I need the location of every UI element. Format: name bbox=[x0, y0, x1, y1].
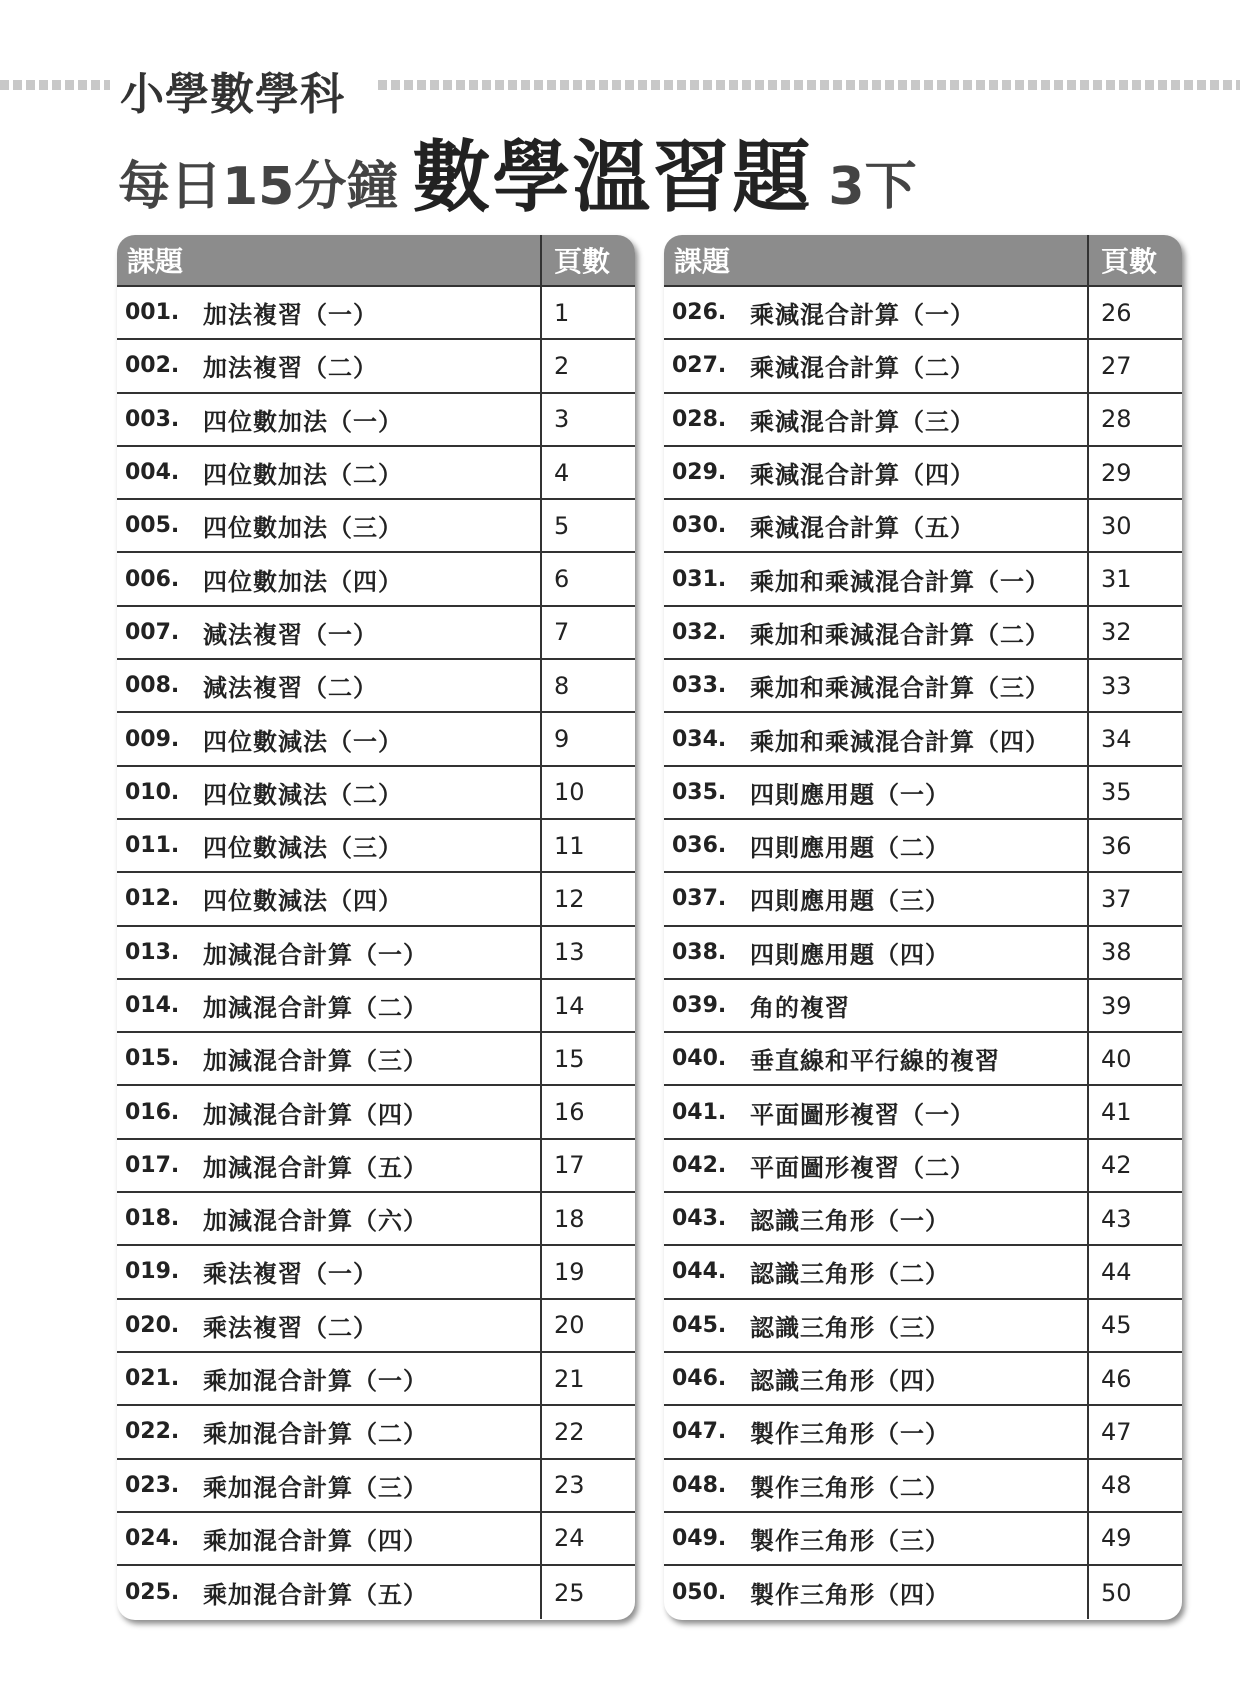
page-number: 14 bbox=[554, 991, 585, 1020]
lesson-number: 049. bbox=[672, 1525, 727, 1551]
lesson-topic: 乘加和乘減混合計算（一） bbox=[750, 567, 1050, 596]
lesson-topic: 乘加混合計算（三） bbox=[203, 1473, 428, 1502]
page-number: 7 bbox=[554, 618, 570, 647]
topic-cell bbox=[117, 607, 542, 658]
lesson-topic: 角的複習 bbox=[750, 994, 850, 1022]
table-header bbox=[664, 235, 1182, 287]
topic-cell bbox=[664, 340, 1089, 391]
page-number: 2 bbox=[554, 351, 570, 380]
lesson-number: 015. bbox=[125, 1046, 180, 1072]
page-number: 42 bbox=[1101, 1151, 1132, 1180]
page-number: 31 bbox=[1101, 565, 1132, 594]
title-prefix: 每日15分鐘 bbox=[118, 157, 399, 217]
table-row bbox=[664, 927, 1182, 980]
page-number: 50 bbox=[1101, 1578, 1132, 1607]
table-row bbox=[664, 713, 1182, 766]
lesson-number: 031. bbox=[672, 566, 727, 592]
page-number: 48 bbox=[1101, 1471, 1132, 1500]
contents-table-right bbox=[664, 235, 1182, 1620]
lesson-number: 007. bbox=[125, 619, 180, 645]
lesson-topic: 乘加混合計算（一） bbox=[203, 1367, 428, 1396]
lesson-topic: 乘加混合計算（四） bbox=[203, 1526, 428, 1555]
series-subtitle: 小學數學科 bbox=[120, 69, 345, 120]
table-row bbox=[117, 607, 635, 660]
lesson-number: 025. bbox=[125, 1580, 180, 1606]
header-page: 頁數 bbox=[554, 245, 611, 278]
lesson-number: 041. bbox=[672, 1099, 727, 1125]
lesson-topic: 四位數加法（二） bbox=[203, 461, 403, 490]
table-row bbox=[664, 1566, 1182, 1619]
table-row bbox=[117, 287, 635, 340]
page-number: 1 bbox=[554, 298, 570, 327]
lesson-number: 035. bbox=[672, 779, 727, 805]
table-row bbox=[664, 980, 1182, 1033]
lesson-topic: 加減混合計算（二） bbox=[203, 994, 428, 1022]
page-number: 10 bbox=[554, 778, 585, 807]
page-number: 36 bbox=[1101, 831, 1132, 860]
table-row bbox=[117, 1406, 635, 1459]
lesson-topic: 四位數減法（一） bbox=[203, 727, 403, 756]
lesson-topic: 四則應用題（一） bbox=[750, 780, 950, 809]
table-row bbox=[664, 394, 1182, 447]
table-row bbox=[117, 1353, 635, 1406]
header-page: 頁數 bbox=[1101, 245, 1158, 278]
page-number: 8 bbox=[554, 671, 570, 700]
topic-cell bbox=[117, 767, 542, 818]
lesson-topic: 乘加混合計算（二） bbox=[203, 1420, 428, 1449]
lesson-number: 023. bbox=[125, 1472, 180, 1498]
table-row bbox=[664, 553, 1182, 606]
topic-cell bbox=[117, 1193, 542, 1244]
lesson-number: 002. bbox=[125, 353, 180, 379]
table-row bbox=[664, 660, 1182, 713]
lesson-number: 022. bbox=[125, 1419, 180, 1445]
lesson-topic: 乘加和乘減混合計算（四） bbox=[750, 727, 1050, 756]
topic-cell bbox=[117, 927, 542, 978]
page-number: 15 bbox=[554, 1044, 585, 1073]
topic-cell bbox=[117, 1353, 542, 1404]
topic-cell bbox=[117, 1300, 542, 1351]
page-number: 32 bbox=[1101, 618, 1132, 647]
header-topic: 課題 bbox=[664, 235, 1089, 285]
lesson-topic: 平面圖形複習（一） bbox=[750, 1100, 975, 1129]
lesson-number: 005. bbox=[125, 513, 180, 539]
lesson-number: 008. bbox=[125, 673, 180, 699]
lesson-number: 043. bbox=[672, 1206, 727, 1232]
topic-cell bbox=[664, 500, 1089, 551]
topic-cell bbox=[117, 873, 542, 924]
table-row bbox=[117, 1193, 635, 1246]
table-row bbox=[664, 447, 1182, 500]
topic-cell bbox=[117, 553, 542, 604]
topic-cell bbox=[664, 1246, 1089, 1297]
lesson-number: 003. bbox=[125, 406, 180, 432]
topic-cell bbox=[117, 394, 542, 445]
lesson-number: 016. bbox=[125, 1099, 180, 1125]
table-row bbox=[117, 553, 635, 606]
page-number: 18 bbox=[554, 1204, 585, 1233]
lesson-number: 042. bbox=[672, 1152, 727, 1178]
lesson-number: 030. bbox=[672, 513, 727, 539]
table-row bbox=[117, 1300, 635, 1353]
topic-cell bbox=[117, 1406, 542, 1457]
page-number: 35 bbox=[1101, 778, 1132, 807]
lesson-number: 024. bbox=[125, 1525, 180, 1551]
lesson-number: 020. bbox=[125, 1312, 180, 1338]
table-row bbox=[117, 660, 635, 713]
topic-cell bbox=[664, 447, 1089, 498]
lesson-number: 028. bbox=[672, 406, 727, 432]
lesson-number: 044. bbox=[672, 1259, 727, 1285]
table-row bbox=[664, 287, 1182, 340]
lesson-topic: 乘減混合計算（二） bbox=[750, 354, 975, 383]
lesson-number: 018. bbox=[125, 1206, 180, 1232]
topic-cell bbox=[117, 1460, 542, 1511]
lesson-topic: 平面圖形複習（二） bbox=[750, 1153, 975, 1182]
page-number: 19 bbox=[554, 1257, 585, 1286]
table-row bbox=[664, 500, 1182, 553]
table-row bbox=[117, 927, 635, 980]
lesson-number: 050. bbox=[672, 1580, 727, 1606]
lesson-number: 036. bbox=[672, 833, 727, 859]
topic-cell bbox=[117, 820, 542, 871]
lesson-number: 004. bbox=[125, 460, 180, 486]
page-number: 27 bbox=[1101, 351, 1132, 380]
page-number: 20 bbox=[554, 1311, 585, 1340]
table-row bbox=[117, 1513, 635, 1566]
topic-cell bbox=[117, 1033, 542, 1084]
lesson-topic: 認識三角形（一） bbox=[750, 1207, 950, 1236]
topic-cell bbox=[117, 713, 542, 764]
lesson-topic: 乘減混合計算（三） bbox=[750, 407, 975, 436]
page-number: 3 bbox=[554, 405, 570, 434]
table-row bbox=[117, 1566, 635, 1619]
decorative-dotted-line-left bbox=[0, 80, 110, 90]
table-row bbox=[117, 500, 635, 553]
page-number: 46 bbox=[1101, 1364, 1132, 1393]
header-topic: 課題 bbox=[117, 235, 542, 285]
page-number: 47 bbox=[1101, 1417, 1132, 1446]
topic-cell bbox=[664, 873, 1089, 924]
page-number: 6 bbox=[554, 565, 570, 594]
lesson-number: 017. bbox=[125, 1152, 180, 1178]
lesson-number: 013. bbox=[125, 939, 180, 965]
table-row bbox=[664, 767, 1182, 820]
page-number: 45 bbox=[1101, 1311, 1132, 1340]
page-number: 43 bbox=[1101, 1204, 1132, 1233]
topic-cell bbox=[664, 1513, 1089, 1564]
topic-cell bbox=[664, 394, 1089, 445]
page-number: 11 bbox=[554, 831, 585, 860]
lesson-number: 033. bbox=[672, 673, 727, 699]
page-number: 28 bbox=[1101, 405, 1132, 434]
page-number: 34 bbox=[1101, 725, 1132, 754]
lesson-topic: 製作三角形（四） bbox=[750, 1581, 950, 1610]
lesson-topic: 四則應用題（三） bbox=[750, 887, 950, 916]
table-row bbox=[664, 873, 1182, 926]
topic-cell bbox=[664, 1086, 1089, 1137]
topic-cell bbox=[664, 1033, 1089, 1084]
table-row bbox=[117, 873, 635, 926]
lesson-number: 001. bbox=[125, 300, 180, 326]
table-row bbox=[117, 394, 635, 447]
lesson-topic: 加法複習（一） bbox=[203, 301, 378, 330]
page-number: 38 bbox=[1101, 938, 1132, 967]
decorative-dotted-line-right bbox=[378, 80, 1240, 90]
page-number: 26 bbox=[1101, 298, 1132, 327]
topic-cell bbox=[117, 1086, 542, 1137]
lesson-topic: 減法複習（二） bbox=[203, 674, 378, 703]
topic-cell bbox=[664, 1140, 1089, 1191]
table-row bbox=[664, 1246, 1182, 1299]
lesson-number: 045. bbox=[672, 1312, 727, 1338]
page-number: 16 bbox=[554, 1098, 585, 1127]
lesson-number: 038. bbox=[672, 939, 727, 965]
topic-cell bbox=[117, 1246, 542, 1297]
page-number: 41 bbox=[1101, 1098, 1132, 1127]
table-row bbox=[117, 1460, 635, 1513]
lesson-topic: 製作三角形（三） bbox=[750, 1526, 950, 1555]
table-row bbox=[664, 1033, 1182, 1086]
lesson-topic: 乘加和乘減混合計算（二） bbox=[750, 620, 1050, 649]
page-number: 37 bbox=[1101, 884, 1132, 913]
lesson-topic: 乘減混合計算（四） bbox=[750, 461, 975, 490]
topic-cell bbox=[117, 500, 542, 551]
lesson-topic: 乘加混合計算（五） bbox=[203, 1581, 428, 1610]
lesson-number: 034. bbox=[672, 726, 727, 752]
lesson-number: 019. bbox=[125, 1259, 180, 1285]
lesson-topic: 減法複習（一） bbox=[203, 620, 378, 649]
topic-cell bbox=[664, 1460, 1089, 1511]
page-number: 33 bbox=[1101, 671, 1132, 700]
topic-cell bbox=[664, 713, 1089, 764]
topic-cell bbox=[664, 1300, 1089, 1351]
page-number: 12 bbox=[554, 884, 585, 913]
page-number: 49 bbox=[1101, 1524, 1132, 1553]
table-row bbox=[664, 1460, 1182, 1513]
lesson-number: 006. bbox=[125, 566, 180, 592]
page-number: 44 bbox=[1101, 1257, 1132, 1286]
table-row bbox=[117, 1033, 635, 1086]
table-header bbox=[117, 235, 635, 287]
topic-cell bbox=[117, 287, 542, 338]
topic-cell bbox=[117, 660, 542, 711]
page-number: 24 bbox=[554, 1524, 585, 1553]
page-number: 25 bbox=[554, 1578, 585, 1607]
table-row bbox=[664, 1353, 1182, 1406]
lesson-topic: 加減混合計算（一） bbox=[203, 940, 428, 969]
lesson-topic: 四位數減法（二） bbox=[203, 780, 403, 809]
lesson-topic: 認識三角形（二） bbox=[750, 1260, 950, 1289]
topic-cell bbox=[664, 820, 1089, 871]
lesson-number: 012. bbox=[125, 886, 180, 912]
lesson-number: 011. bbox=[125, 833, 180, 859]
topic-cell bbox=[664, 553, 1089, 604]
lesson-number: 047. bbox=[672, 1419, 727, 1445]
page-number: 40 bbox=[1101, 1044, 1132, 1073]
topic-cell bbox=[664, 1353, 1089, 1404]
table-row bbox=[117, 1246, 635, 1299]
table-row bbox=[117, 340, 635, 393]
topic-cell bbox=[664, 980, 1089, 1031]
lesson-number: 021. bbox=[125, 1366, 180, 1392]
lesson-topic: 四則應用題（四） bbox=[750, 940, 950, 969]
topic-cell bbox=[117, 340, 542, 391]
page-number: 22 bbox=[554, 1417, 585, 1446]
topic-cell bbox=[664, 927, 1089, 978]
lesson-number: 046. bbox=[672, 1366, 727, 1392]
lesson-number: 048. bbox=[672, 1472, 727, 1498]
lesson-topic: 乘減混合計算（一） bbox=[750, 301, 975, 330]
table-row bbox=[664, 1406, 1182, 1459]
lesson-topic: 乘減混合計算（五） bbox=[750, 514, 975, 543]
lesson-topic: 加法複習（二） bbox=[203, 354, 378, 383]
lesson-topic: 四位數加法（三） bbox=[203, 514, 403, 543]
lesson-number: 039. bbox=[672, 993, 727, 1018]
lesson-topic: 認識三角形（三） bbox=[750, 1313, 950, 1342]
lesson-topic: 四位數加法（四） bbox=[203, 567, 403, 596]
lesson-topic: 四位數加法（一） bbox=[203, 407, 403, 436]
table-row bbox=[117, 713, 635, 766]
page-number: 39 bbox=[1101, 991, 1132, 1020]
lesson-number: 026. bbox=[672, 300, 727, 326]
lesson-topic: 四位數減法（三） bbox=[203, 834, 403, 863]
page-number: 21 bbox=[554, 1364, 585, 1393]
page-number: 17 bbox=[554, 1151, 585, 1180]
table-row bbox=[664, 1193, 1182, 1246]
lesson-topic: 加減混合計算（五） bbox=[203, 1153, 428, 1182]
lesson-number: 040. bbox=[672, 1046, 727, 1072]
table-row bbox=[664, 820, 1182, 873]
topic-cell bbox=[664, 607, 1089, 658]
lesson-topic: 四則應用題（二） bbox=[750, 834, 950, 863]
table-row bbox=[117, 447, 635, 500]
table-row bbox=[117, 1140, 635, 1193]
table-row bbox=[664, 607, 1182, 660]
page-number: 23 bbox=[554, 1471, 585, 1500]
lesson-topic: 乘法複習（二） bbox=[203, 1313, 378, 1342]
lesson-number: 009. bbox=[125, 726, 180, 752]
page-number: 29 bbox=[1101, 458, 1132, 487]
lesson-topic: 垂直線和平行線的複習 bbox=[750, 1047, 1000, 1076]
page-number: 9 bbox=[554, 725, 570, 754]
lesson-topic: 加減混合計算（四） bbox=[203, 1100, 428, 1129]
table-row bbox=[117, 820, 635, 873]
table-row bbox=[664, 340, 1182, 393]
topic-cell bbox=[117, 1566, 542, 1619]
table-row bbox=[664, 1086, 1182, 1139]
topic-cell bbox=[664, 287, 1089, 338]
topic-cell bbox=[664, 767, 1089, 818]
lesson-number: 032. bbox=[672, 619, 727, 645]
table-row bbox=[664, 1300, 1182, 1353]
table-row bbox=[117, 980, 635, 1033]
page-number: 30 bbox=[1101, 511, 1132, 540]
topic-cell bbox=[664, 1566, 1089, 1619]
topic-cell bbox=[117, 1140, 542, 1191]
lesson-topic: 加減混合計算（六） bbox=[203, 1207, 428, 1236]
topic-cell bbox=[117, 1513, 542, 1564]
lesson-topic: 認識三角形（四） bbox=[750, 1367, 950, 1396]
lesson-topic: 四位數減法（四） bbox=[203, 887, 403, 916]
table-row bbox=[664, 1140, 1182, 1193]
topic-cell bbox=[664, 660, 1089, 711]
table-row bbox=[117, 1086, 635, 1139]
page-number: 4 bbox=[554, 458, 570, 487]
lesson-number: 029. bbox=[672, 460, 727, 486]
lesson-topic: 製作三角形（二） bbox=[750, 1473, 950, 1502]
grade-label: 3下 bbox=[828, 157, 917, 217]
table-row bbox=[117, 767, 635, 820]
title-main: 數學溫習題 bbox=[412, 133, 813, 223]
lesson-number: 027. bbox=[672, 353, 727, 379]
table-row bbox=[664, 1513, 1182, 1566]
lesson-number: 010. bbox=[125, 779, 180, 805]
topic-cell bbox=[117, 980, 542, 1031]
contents-table-left bbox=[117, 235, 635, 1620]
lesson-topic: 加減混合計算（三） bbox=[203, 1047, 428, 1076]
lesson-topic: 乘加和乘減混合計算（三） bbox=[750, 674, 1050, 703]
page-number: 5 bbox=[554, 511, 570, 540]
page-number: 13 bbox=[554, 938, 585, 967]
lesson-topic: 製作三角形（一） bbox=[750, 1420, 950, 1449]
lesson-number: 014. bbox=[125, 993, 180, 1018]
topic-cell bbox=[664, 1193, 1089, 1244]
topic-cell bbox=[117, 447, 542, 498]
page-title bbox=[118, 115, 917, 227]
topic-cell bbox=[664, 1406, 1089, 1457]
lesson-topic: 乘法複習（一） bbox=[203, 1260, 378, 1289]
lesson-number: 037. bbox=[672, 886, 727, 912]
